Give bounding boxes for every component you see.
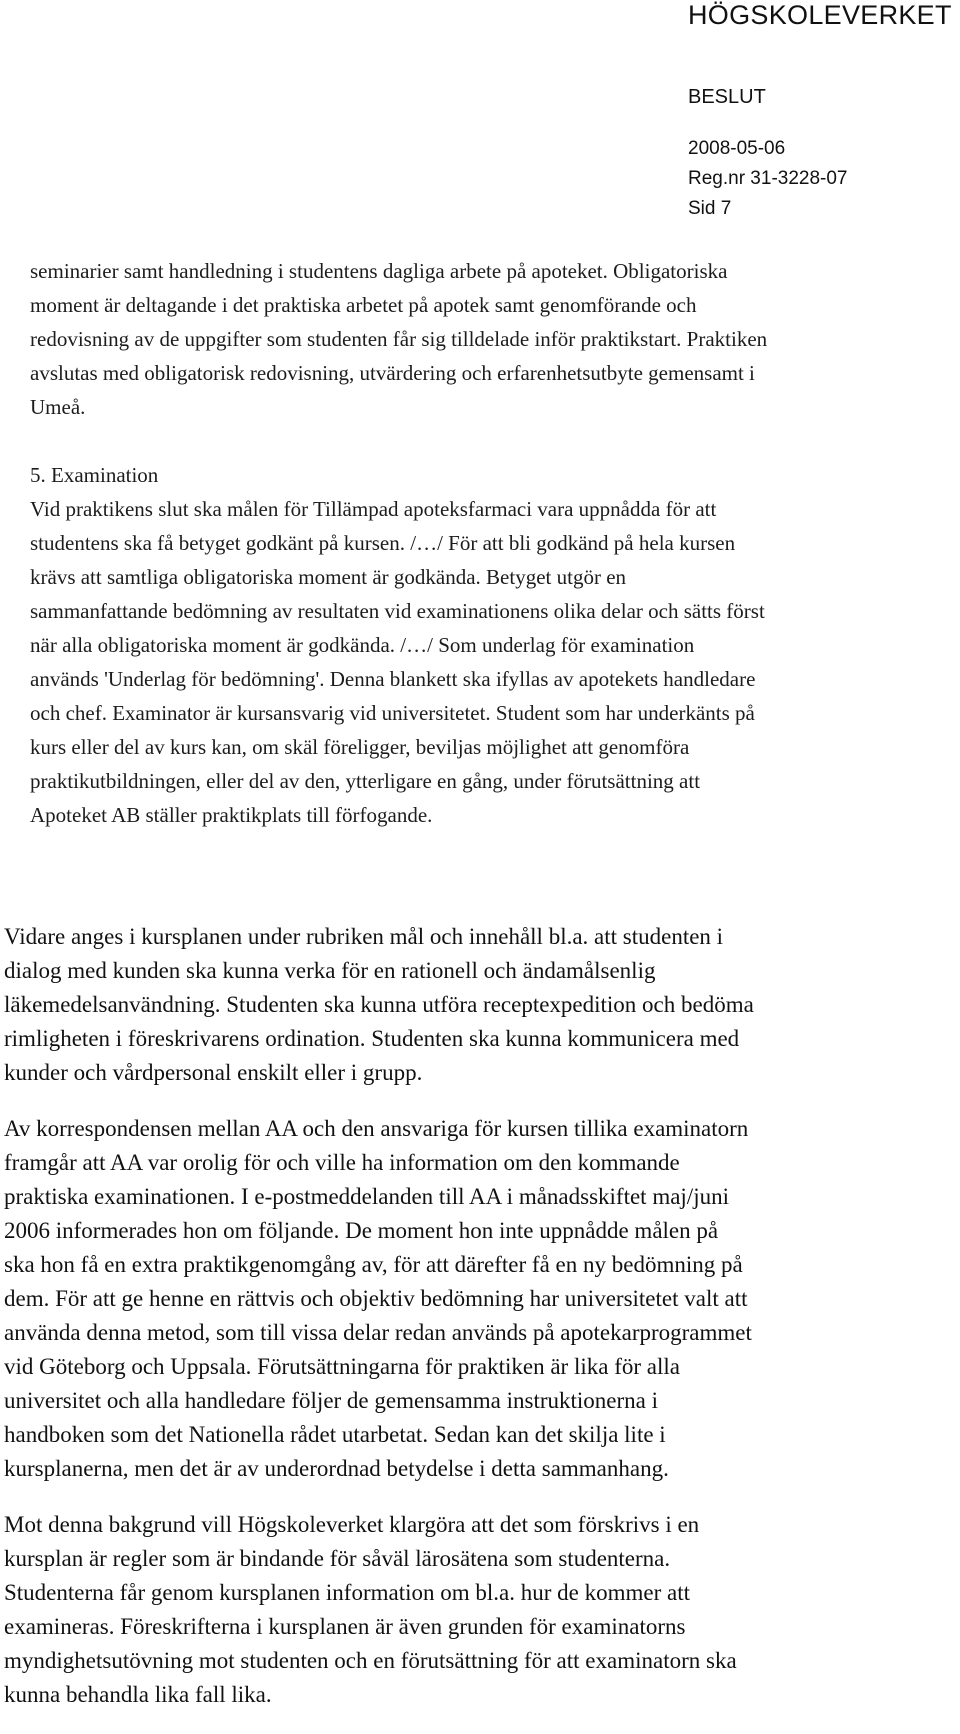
text-line: dem. För att ge henne en rättvis och objektiv bedömning har universitetet valt att xyxy=(4,1286,748,1311)
document-header xyxy=(0,0,960,230)
text-line: använda denna metod, som till vissa delar redan används på apotekarprogrammet xyxy=(4,1320,752,1345)
text-line: Vid praktikens slut ska målen för Tillämpad apoteksfarmaci vara uppnådda för att xyxy=(30,497,717,521)
text-line: rimligheten i föreskrivarens ordination. Studenten ska kunna kommunicera med xyxy=(4,1026,740,1051)
text-line: avslutas med obligatorisk redovisning, utvärdering och erfarenhetsutbyte gemensamt i xyxy=(30,361,755,385)
paragraph-correspondence xyxy=(4,1112,954,1486)
text-line: studentens ska få betyget godkänt på kursen. /…/ För att bli godkänd på hela kursen xyxy=(30,531,736,555)
page-number: Sid 7 xyxy=(688,198,732,219)
quoted-intro xyxy=(30,254,950,424)
text-line: och chef. Examinator är kursansvarig vid universitetet. Student som har underkänts på xyxy=(30,701,755,725)
text-line: när alla obligatoriska moment är godkända. /…/ Som underlag för examination xyxy=(30,633,695,657)
text-line: krävs att samtliga obligatoriska moment är godkända. Betyget utgör en xyxy=(30,565,627,589)
text-line: praktikutbildningen, eller del av den, ytterligare en gång, under förutsättning att xyxy=(30,769,701,793)
registration-number: Reg.nr 31-3228-07 xyxy=(688,168,848,189)
text-line: kunna behandla lika fall lika. xyxy=(4,1682,272,1707)
text-line: framgår att AA var orolig för och ville ha information om den kommande xyxy=(4,1150,680,1175)
paragraph-course-goals xyxy=(4,920,954,1090)
text-line: myndighetsutövning mot studenten och en förutsättning för att examinatorn ska xyxy=(4,1648,737,1673)
decision-body xyxy=(4,920,954,1734)
text-line: kunder och vårdpersonal enskilt eller i grupp. xyxy=(4,1060,423,1085)
document-meta xyxy=(688,134,848,224)
text-line: Apoteket AB ställer praktikplats till förfogande. xyxy=(30,803,433,827)
document-date: 2008-05-06 xyxy=(688,138,786,159)
text-line: 2006 informerades hon om följande. De moment hon inte uppnådde målen på xyxy=(4,1218,719,1243)
text-line: Umeå. xyxy=(30,395,86,419)
text-line: ska hon få en extra praktikgenomgång av, för att därefter få en ny bedömning på xyxy=(4,1252,743,1277)
text-line: moment är deltagande i det praktiska arbetet på apotek samt genomförande och xyxy=(30,293,697,317)
text-line: sammanfattande bedömning av resultaten vid examinationens olika delar och sätts först xyxy=(30,599,765,623)
text-line: Vidare anges i kursplanen under rubriken mål och innehåll bl.a. att studenten i xyxy=(4,924,724,949)
text-line: Av korrespondensen mellan AA och den ansvariga för kursen tillika examinatorn xyxy=(4,1116,749,1141)
agency-name: HÖGSKOLEVERKET xyxy=(688,0,952,30)
text-line: kurs eller del av kurs kan, om skäl föreligger, beviljas möjlighet att genomföra xyxy=(30,735,690,759)
document-type: BESLUT xyxy=(688,86,766,108)
text-line: examineras. Föreskrifterna i kursplanen är även grunden för examinatorns xyxy=(4,1614,686,1639)
quoted-examination xyxy=(30,492,950,832)
section-heading-examination: 5. Examination xyxy=(30,463,159,487)
quoted-course-plan xyxy=(30,254,950,832)
paragraph-conclusion xyxy=(4,1508,954,1712)
text-line: praktiska examinationen. I e-postmeddelanden till AA i månadsskiftet maj/juni xyxy=(4,1184,729,1209)
text-line: läkemedelsanvändning. Studenten ska kunna utföra receptexpedition och bedöma xyxy=(4,992,754,1017)
text-line: används 'Underlag för bedömning'. Denna blankett ska ifyllas av apotekets handledare xyxy=(30,667,756,691)
text-line: Studenterna får genom kursplanen information om bl.a. hur de kommer att xyxy=(4,1580,690,1605)
text-line: Mot denna bakgrund vill Högskoleverket klargöra att det som förskrivs i en xyxy=(4,1512,700,1537)
text-line: kursplanerna, men det är av underordnad betydelse i detta sammanhang. xyxy=(4,1456,669,1481)
text-line: handboken som det Nationella rådet utarbetat. Sedan kan det skilja lite i xyxy=(4,1422,666,1447)
text-line: seminarier samt handledning i studentens dagliga arbete på apoteket. Obligatoriska xyxy=(30,259,728,283)
text-line: vid Göteborg och Uppsala. Förutsättningarna för praktiken är lika för alla xyxy=(4,1354,680,1379)
text-line: universitet och alla handledare följer de gemensamma instruktionerna i xyxy=(4,1388,658,1413)
text-line: kursplan är regler som är bindande för såväl lärosätena som studenterna. xyxy=(4,1546,671,1571)
text-line: dialog med kunden ska kunna verka för en rationell och ändamålsenlig xyxy=(4,958,656,983)
text-line: redovisning av de uppgifter som studenten får sig tilldelade inför praktikstart. Praktiken xyxy=(30,327,768,351)
